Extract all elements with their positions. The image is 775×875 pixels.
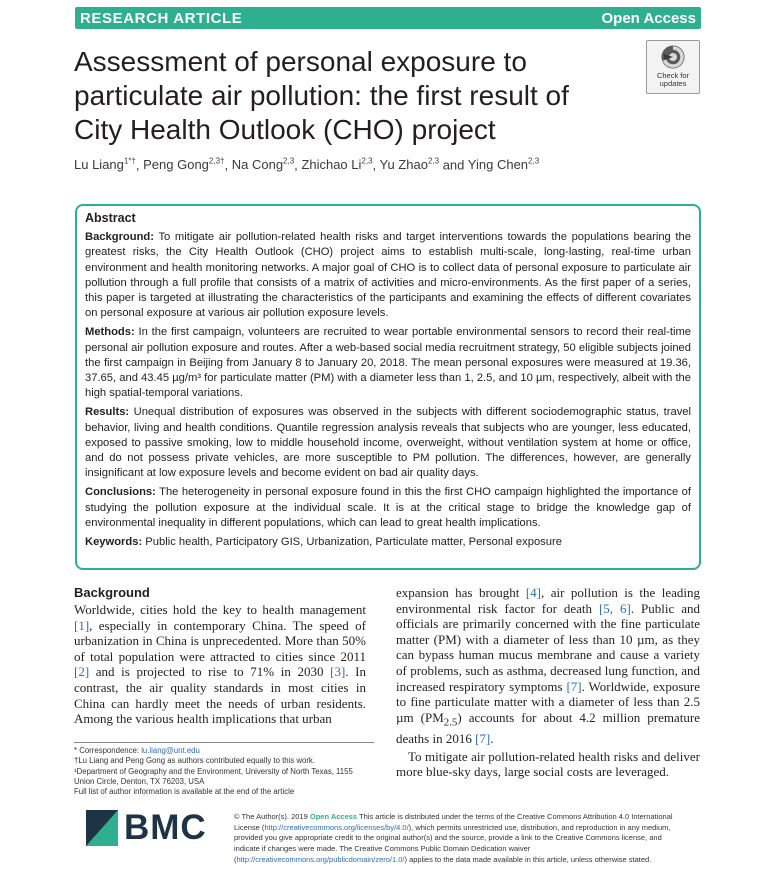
body-paragraph: expansion has brought [4], air pollution is the leading environmental risk factor for death [5, 6]. Public and officials are primarily concerned with the fine particulate matter (PM) with a diameter of less than 10 µm, as they can bypass human mucus membrane and cause a variety of problems, such as asthma, decreased lung function, and increased respiratory symptoms [7]. Worldwide, exposure to fine particulate matter with a diameter of less than 2.5 µm $(PM_{2.5})$ accounts for about 4.2 million premature deaths in 2016 [7]. [396,585,700,746]
section-heading: Background [74,585,150,600]
check-for-updates-button[interactable] [646,40,700,94]
publisher-logo[interactable] [86,808,207,848]
article-type-banner [75,7,701,29]
publisher-name: BMC [124,808,207,847]
body-paragraph: To mitigate air pollution-related health risks and deliver more blue-sky days, large social costs are leveraged. [396,748,700,780]
author[interactable]: Yu Zhao$^{2,3}$ [379,157,440,173]
body-column-right [396,585,700,780]
body-paragraph: Worldwide, cities hold the key to health management [1], especially in contemporary China. The speed of urbanization in China is unprecedented. More than 50% of total population were attracted to cities since 2011 [2] and is projected to rise to 71% in 2030 [3]. In contrast, the air quality standards in most cities in China can hardly meet the needs of urban residents. Among the various health implications that urban [74,602,366,727]
correspondence-note: * Correspondence: lu.liang@unt.edu [74,746,200,755]
abstract-background: Background: To mitigate air pollution-related health risks and target interventions towards the populations bearing the greatest risks, the City Health Outlook (CHO) project aims to establish multi-scale, long-lasting, real-time urban environment and health monitoring networks. A major goal of CHO is to collect data of personal exposure to particulate air pollution through a full profile that consists of a matrix of activities and micro-environments. As the first paper of a series, this paper is targeted at illustrating the characteristics of the participants and examining the effects of different covariates on personal exposure at various air pollution exposure levels. [85,231,691,320]
correspondence-email-link[interactable]: lu.liang@unt.edu [141,746,200,755]
article-type-label: RESEARCH ARTICLE [80,9,243,27]
equal-contribution-note: †Lu Liang and Peng Gong as authors contributed equally to this work. [74,756,315,766]
citation-link[interactable]: [5, 6] [598,600,631,616]
citation-link[interactable]: [2] [74,664,90,680]
open-access-label: Open Access [601,9,696,27]
author[interactable]: Peng Gong$^{2,3\dagger}$ [143,157,225,173]
citation-link[interactable]: [1] [74,617,90,633]
abstract-keywords: Keywords: Public health, Participatory GIS, Urbanization, Particulate matter, Personal exposure [85,536,562,549]
citation-link[interactable]: [7] [566,678,582,694]
public-domain-link[interactable]: http://creativecommons.org/publicdomain/zero/1.0/ [236,854,405,864]
author-info-note: Full list of author information is available at the end of the article [74,787,295,797]
license-link[interactable]: http://creativecommons.org/licenses/by/4.0/ [264,822,409,832]
abstract-results: Results: Unequal distribution of exposures was observed in the subjects with different sociodemographic status, travel behavior, living and health conditions. Quantile regression analysis reveals that subjects who are younger, less educated, exposed to passive smoking, low to middle household income, overweight, without ventilation system at home or office, and do not possess private vehicles, are more susceptible to PM pollution. The differences, however, are generally insignificant at low exposure levels and become evident on bad air quality days. [85,406,691,480]
body-column-left [74,585,366,727]
author[interactable]: Lu Liang$^{1*\dagger}$ [74,157,136,173]
abstract-methods: Methods: In the first campaign, volunteers are recruited to wear portable environmental sensors to record their real-time personal air pollution exposure and routes. After a web-based social media recruitment strategy, 50 eligible subjects joined the first campaign in Beijing from January 8 to January 20, 2018. The mean personal exposures were measured at 19.36, 37.65, and 43.45 µg/m³ for particulate matter (PM) with a diameter less than 1, 2.5, and 10 µm, respectively, albeit with the high spatial-temporal variations. [85,326,691,400]
author[interactable]: Zhichao Li$^{2,3}$ [301,157,373,173]
abstract-heading: Abstract [85,211,136,225]
citation-link[interactable]: [7] [475,730,491,746]
check-for-updates-icon [660,44,686,70]
abstract-conclusions: Conclusions: The heterogeneity in personal exposure found in this the first CHO campaign highlighted the importance of studying the pollution exposure at the individual scale. It is at the critical stage to bridge the knowledge gap of environmental inequality in different populations, which can lead to great health implications. [85,486,691,529]
footnotes [74,742,374,797]
license-statement: © The Author(s). 2019 Open Access This article is distributed under the terms of the Creative Commons Attribution 4.0 International License (http://creativecommons.org/licenses/by/4.0/), which permits unrestricted use, distribution, and reproduction in any medium, provided you give appropriate credit to the original author(s) and the source, provide a link to the Creative Commons license, and indicate if changes were made. The Creative Commons Public Domain Dedication waiver (http://creativecommons.org/publicdomain/zero/1.0/) applies to the data made available in this article, unless otherwise stated. [234,812,673,864]
affiliation-note: ¹Department of Geography and the Environment, University of North Texas, 1155 Union Circle, Denton, TX 76203, USA [74,766,353,786]
author-list: Lu Liang$^{1*\dagger}$, Peng Gong$^{2,3\dagger}$, Na Cong$^{2,3}$, Zhichao Li$^{2,3}$, Yu Zhao$^{2,3}$ and Ying Chen$^{2,3}$ [74,157,540,173]
citation-link[interactable]: [4] [525,585,542,600]
author[interactable]: Ying Chen$^{2,3}$ [467,157,540,173]
author[interactable]: Na Cong$^{2,3}$ [231,157,295,173]
abstract-box [75,204,701,570]
citation-link[interactable]: [3] [330,664,346,680]
check-for-updates-label: Check for updates [656,71,690,88]
bmc-mark-icon [86,810,118,846]
article-title: Assessment of personal exposure to particulate air pollution: the first result of City Health Outlook (CHO) project [74,46,569,145]
